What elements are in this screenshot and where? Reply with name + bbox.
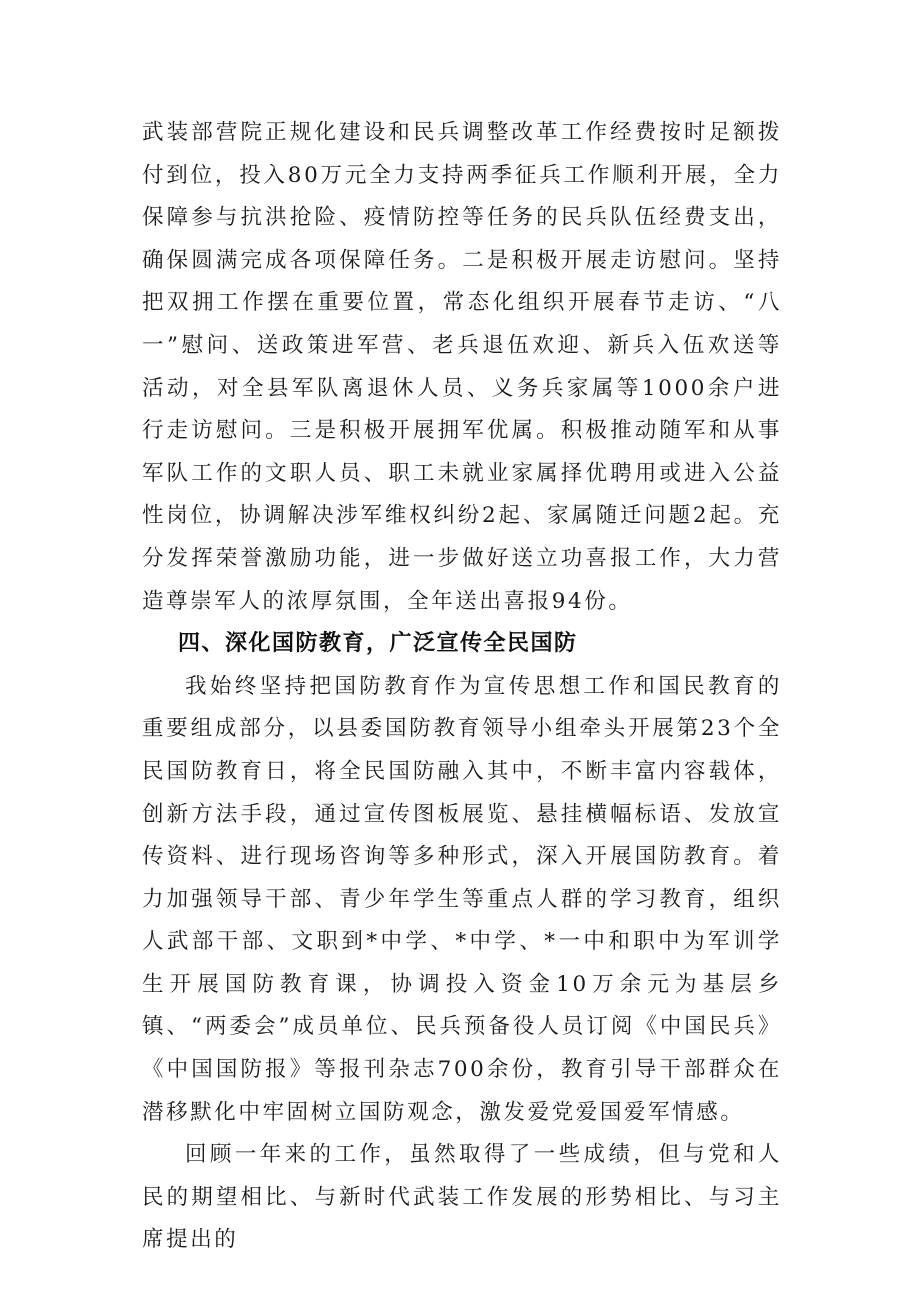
- closing-paragraph: 回顾一年来的工作，虽然取得了一些成绩，但与党和人民的期望相比、与新时代武装工作发展的形势相比、与习主席提出的: [142, 1142, 782, 1253]
- document-body: [142, 112, 782, 1262]
- section-paragraph: 我始终坚持把国防教育作为宣传思想工作和国民教育的重要组成部分，以县委国防教育领导小组牵头开展第23个全民国防教育日，将全民国防融入其中，不断丰富内容载体，创新方法手段，通过宣传图板展览、悬挂横幅标语、发放宣传资料、进行现场咨询等多种形式，深入开展国防教育。着力加强领导干部、青少年学生等重点人群的学习教育，组织人武部干部、文职到*中学、*中学、*一中和职中为军训学生开展国防教育课，协调投入资金10万余元为基层乡镇、“两委会”成员单位、民兵预备役人员订阅《中国民兵》《中国国防报》等报刊杂志700余份，教育引导干部群众在潜移默化中牢固树立国防观念，激发爱党爱国爱军情感。: [142, 673, 782, 1125]
- body-paragraph: 武装部营院正规化建设和民兵调整改革工作经费按时足额拨付到位，投入80万元全力支持两季征兵工作顺利开展，全力保障参与抗洪抢险、疫情防控等任务的民兵队伍经费支出，确保圆满完成各项保障任务。二是积极开展走访慰问。坚持把双拥工作摆在重要位置，常态化组织开展春节走访、“八一”慰问、送政策进军营、老兵退伍欢迎、新兵入伍欢送等活动，对全县军队离退休人员、义务兵家属等1000余户进行走访慰问。三是积极开展拥军优属。积极推动随军和从事军队工作的文职人员、职工未就业家属择优聘用或进入公益性岗位，协调解决涉军维权纠纷2起、家属随迁问题2起。充分发挥荣誉激励功能，进一步做好送立功喜报工作，大力营造尊崇军人的浓厚氛围，全年送出喜报94份。: [142, 120, 782, 614]
- section-heading: 四、深化国防教育，广泛宣传全民国防: [178, 631, 578, 657]
